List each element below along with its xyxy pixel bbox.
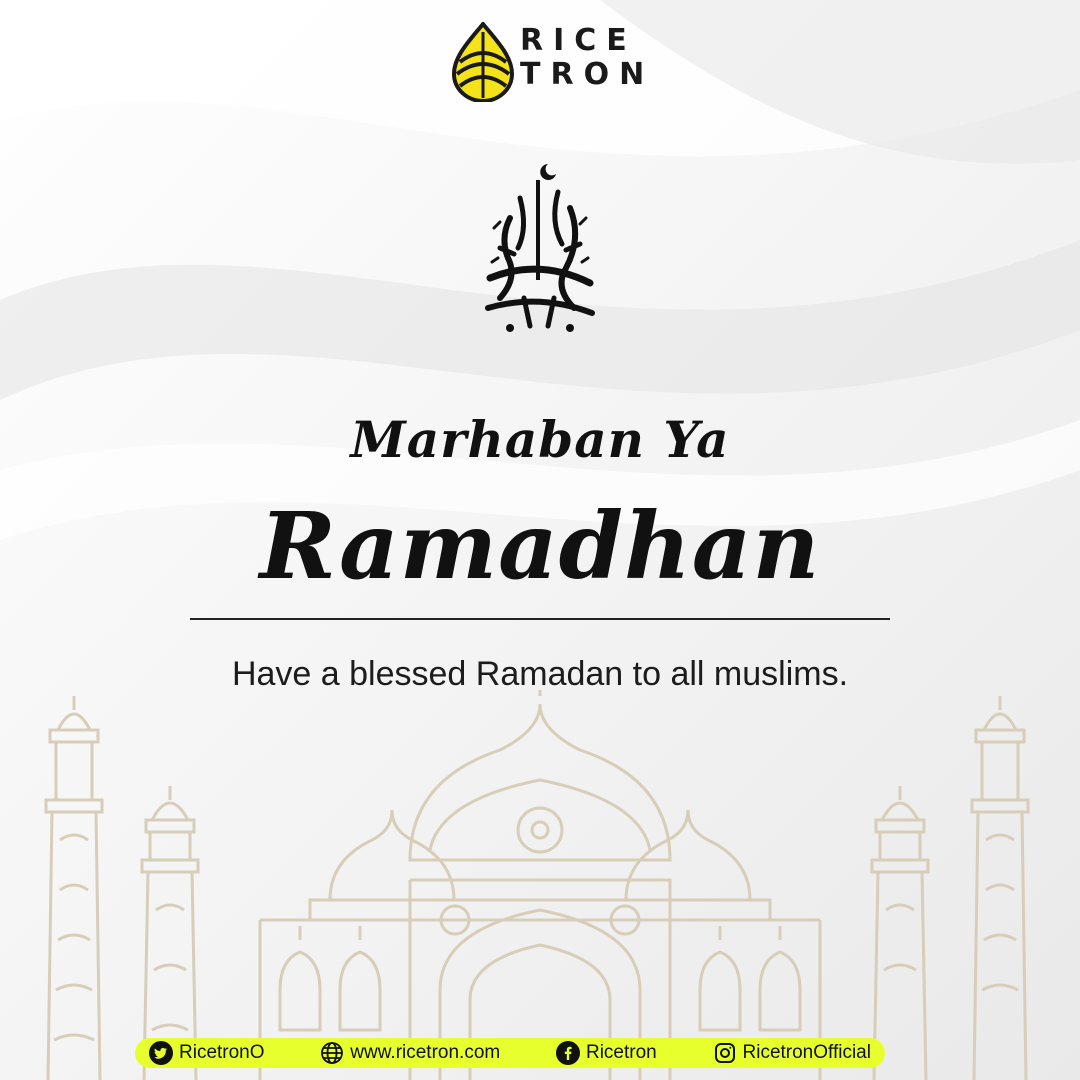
social-footer-bar bbox=[135, 1038, 885, 1068]
logo-line-1: RICE bbox=[520, 23, 637, 58]
mosque-line-art-icon bbox=[0, 690, 1080, 1080]
facebook-icon bbox=[556, 1041, 580, 1065]
divider-line bbox=[190, 618, 890, 620]
greeting-message: Have a blessed Ramadan to all muslims. bbox=[231, 655, 849, 693]
greeting-line-1: Marhaban Ya bbox=[350, 410, 730, 469]
facebook-link[interactable] bbox=[556, 1041, 657, 1065]
globe-icon bbox=[320, 1041, 344, 1065]
ramadan-mubarak-calligraphy-icon bbox=[470, 158, 610, 338]
logo-wordmark bbox=[520, 24, 654, 92]
logo-line-2: TRON bbox=[520, 57, 655, 92]
website-url: www.ricetron.com bbox=[350, 1042, 501, 1063]
greeting-line-2: Ramadhan bbox=[259, 492, 821, 600]
rice-drop-logo-icon bbox=[450, 22, 516, 102]
instagram-icon bbox=[713, 1041, 737, 1065]
instagram-link[interactable] bbox=[713, 1041, 871, 1065]
twitter-handle: RicetronO bbox=[179, 1042, 265, 1063]
instagram-handle: RicetronOfficial bbox=[742, 1042, 871, 1063]
ricetron-logo bbox=[450, 22, 655, 102]
facebook-handle: Ricetron bbox=[585, 1042, 657, 1063]
twitter-link[interactable] bbox=[149, 1041, 265, 1065]
website-link[interactable] bbox=[320, 1041, 500, 1065]
twitter-icon bbox=[149, 1041, 173, 1065]
